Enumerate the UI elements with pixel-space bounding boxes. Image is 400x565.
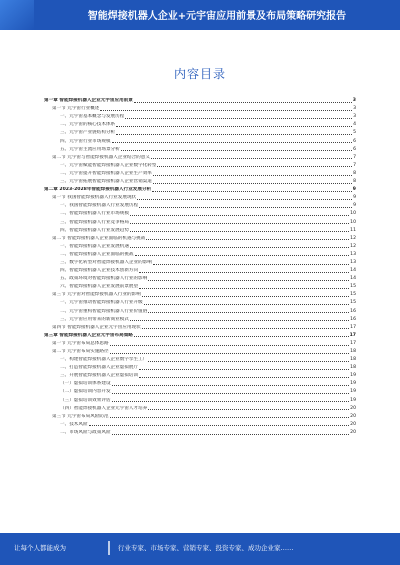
toc-entry-label: 一、我国智能焊接机器人行业发展历程 xyxy=(60,203,139,209)
footer-slogan: 让每个人都能成为 xyxy=(14,544,66,552)
toc-page-number: 18 xyxy=(350,365,356,371)
toc-entry-label: 二、智能焊接机器人行业市场规模 xyxy=(60,211,129,217)
toc-leader-dots xyxy=(146,239,349,240)
toc-entry[interactable] xyxy=(44,331,356,339)
report-title: 智能焊接机器人企业+元宇宙应用前景及布局策略研究报告 xyxy=(87,11,347,22)
toc-entry[interactable] xyxy=(44,104,356,112)
toc-page-number: 8 xyxy=(353,170,356,176)
toc-entry[interactable] xyxy=(44,323,356,331)
toc-entry-label: 五、政策环境对智能焊接机器人行业的影响 xyxy=(60,276,148,282)
toc-entry-label: 四、元宇宙行业市场规模 xyxy=(60,138,111,144)
toc-entry[interactable] xyxy=(44,128,356,136)
toc-entry-label: 第二节 元宇宙与智能焊接机器人企业结合的意义 xyxy=(52,154,150,160)
toc-page-number: 17 xyxy=(349,332,356,338)
toc-entry-label: 一、元宇宙推动智能焊接机器人行业升级 xyxy=(60,300,143,306)
toc-page-number: 11 xyxy=(350,227,356,233)
toc-leader-dots xyxy=(112,434,350,435)
toc-entry-label: 三、数字化转型对智能焊接机器人企业的影响 xyxy=(60,259,152,265)
toc-page-number: 18 xyxy=(350,357,356,363)
toc-heading: 内容目录 xyxy=(173,67,226,81)
toc-entry-label: 第一节 元宇宙行业概述 xyxy=(52,106,100,112)
toc-leader-dots xyxy=(116,134,352,135)
toc-entry[interactable] xyxy=(44,428,356,436)
footer-bar xyxy=(0,533,400,565)
toc-page-number: 19 xyxy=(350,389,356,395)
footer-divider xyxy=(108,541,110,555)
toc-page-number: 4 xyxy=(353,122,356,128)
toc-entry[interactable] xyxy=(44,226,356,234)
toc-leader-dots xyxy=(135,255,350,256)
toc-entry[interactable] xyxy=(44,209,356,217)
toc-leader-dots xyxy=(110,353,350,354)
toc-entry[interactable] xyxy=(44,347,356,355)
toc-page-number: 15 xyxy=(350,292,356,298)
toc-leader-dots xyxy=(112,142,353,143)
toc-page-number: 9 xyxy=(352,187,356,193)
toc-page-number: 7 xyxy=(353,154,356,160)
toc-entry-label: 二、打造智能焊接机器人企业虚拟展厅 xyxy=(60,365,139,371)
toc-leader-dots xyxy=(110,345,350,346)
toc-entry-label: 一、技术风险 xyxy=(60,421,88,427)
toc-leader-dots xyxy=(153,183,352,184)
toc-leader-dots xyxy=(148,409,349,410)
toc-entry-label: 第二节 智能焊接机器人企业面临的机遇与挑战 xyxy=(52,235,146,241)
toc-page-number: 6 xyxy=(353,146,356,152)
toc-page-number: 17 xyxy=(350,324,356,330)
toc-entry[interactable] xyxy=(44,363,356,371)
toc-leader-dots xyxy=(130,223,349,224)
toc-entry-label: 三、开展智能焊接机器人企业虚拟培训 xyxy=(60,373,139,379)
toc-leader-dots xyxy=(142,296,349,297)
toc-page-number: 5 xyxy=(353,130,356,136)
toc-page-number: 14 xyxy=(350,268,356,274)
toc-entry-label: （四）智能焊接机器人企业元宇宙人才培养 xyxy=(60,405,148,411)
toc-entry-label: 六、智能焊接机器人企业发展前景展望 xyxy=(60,284,139,290)
toc-entry-label: （一）虚拟培训体系建设 xyxy=(60,381,111,387)
toc-entry[interactable] xyxy=(44,185,356,193)
toc-entry-label: 四、智能焊接机器人企业技术创新方向 xyxy=(60,268,139,274)
toc-leader-dots xyxy=(134,102,352,103)
toc-leader-dots xyxy=(130,215,349,216)
toc-page-number: 19 xyxy=(350,373,356,379)
toc-page-number: 12 xyxy=(350,243,356,249)
toc-entry-label: 第二章 2023-2028年智能焊接机器人行业发展分析 xyxy=(44,187,152,193)
toc-entry[interactable] xyxy=(44,120,356,128)
toc-entry[interactable] xyxy=(44,153,356,161)
toc-page-number: 7 xyxy=(353,162,356,168)
toc-entry-label: 第四节 智能焊接机器人企业元宇宙应用现状 xyxy=(52,324,141,330)
toc-entry[interactable] xyxy=(44,96,356,104)
toc-entry-label: 二、智能焊接机器人企业面临的挑战 xyxy=(60,251,134,257)
toc-page-number: 8 xyxy=(353,179,356,185)
toc-entry-label: 三、元宇宙应用带来的新商业模式 xyxy=(60,316,129,322)
toc-entry[interactable] xyxy=(44,412,356,420)
toc-leader-dots xyxy=(112,385,350,386)
toc-leader-dots xyxy=(130,320,349,321)
toc-page-number: 3 xyxy=(352,98,356,104)
toc-entry-label: 第二节 元宇宙布局实施路径 xyxy=(52,349,109,354)
toc-entry[interactable] xyxy=(44,112,356,120)
toc-entry-label: 一、元宇宙赋能智能焊接机器人企业数字化转型 xyxy=(60,162,157,168)
toc-leader-dots xyxy=(139,377,349,378)
toc-page-number: 3 xyxy=(353,106,356,112)
toc-entry-label: 第一章 智能焊接机器人企业元宇宙应用前景 xyxy=(44,98,133,104)
toc-leader-dots xyxy=(148,312,349,313)
toc-leader-dots xyxy=(112,401,350,402)
toc-entry[interactable] xyxy=(44,420,356,428)
toc-leader-dots xyxy=(130,247,349,248)
toc-entry-label: 第一节 我国智能焊接机器人行业发展现状 xyxy=(52,195,137,201)
toc-entry-label: 一、智能焊接机器人企业发展机遇 xyxy=(60,243,129,249)
toc-entry-label: 五、元宇宙主流应用场景分析 xyxy=(60,146,120,152)
toc-entry[interactable] xyxy=(44,379,356,387)
toc-entry[interactable] xyxy=(44,177,356,185)
toc-page-number: 6 xyxy=(353,138,356,144)
toc-leader-dots xyxy=(130,231,349,232)
toc-leader-dots xyxy=(153,175,352,176)
toc-page-number: 9 xyxy=(353,203,356,209)
toc-entry[interactable] xyxy=(44,306,356,314)
toc-entry-label: 四、智能焊接机器人行业发展趋势 xyxy=(60,227,129,233)
toc-entry[interactable] xyxy=(44,145,356,153)
toc-leader-dots xyxy=(100,110,352,111)
toc-entry-label: 第一节 元宇宙布局总体思路 xyxy=(52,340,109,346)
toc-entry-label: （三）虚拟培训效果评估 xyxy=(60,397,111,403)
toc-entry-label: 第三节 元宇宙布局风险防范 xyxy=(52,413,109,419)
toc-leader-dots xyxy=(125,118,352,119)
toc-entry-label: 三、元宇宙产业链结构分析 xyxy=(60,130,116,136)
toc-page-number: 20 xyxy=(350,405,356,411)
footer-tagline: 行业专家、市场专家、营销专家、投资专家、成功企业家…… xyxy=(118,544,294,552)
toc-page-number: 10 xyxy=(350,211,356,217)
toc-entry[interactable] xyxy=(44,339,356,347)
toc-page-number: 13 xyxy=(350,251,356,257)
toc-leader-dots xyxy=(112,393,350,394)
toc-leader-dots xyxy=(144,304,349,305)
toc-entry[interactable] xyxy=(44,274,356,282)
toc-entry[interactable] xyxy=(44,242,356,250)
toc-leader-dots xyxy=(139,369,349,370)
toc-entry-label: 二、市场风险与政策风险 xyxy=(60,429,111,435)
toc-entry[interactable] xyxy=(44,395,356,403)
toc-entry[interactable] xyxy=(44,387,356,395)
toc-leader-dots xyxy=(121,150,352,151)
toc-page-number: 3 xyxy=(353,114,356,120)
toc-leader-dots xyxy=(139,288,349,289)
toc-entry[interactable] xyxy=(44,193,356,201)
toc-entry[interactable] xyxy=(44,355,356,363)
toc-entry-label: 第三节 元宇宙对智能焊接机器人行业的影响 xyxy=(52,292,141,298)
toc-leader-dots xyxy=(153,264,349,265)
header-bar xyxy=(0,0,400,30)
header-decoration xyxy=(0,0,34,30)
toc-leader-dots xyxy=(152,191,352,192)
toc-page-number: 9 xyxy=(353,195,356,201)
toc-leader-dots xyxy=(89,425,350,426)
toc-page-number: 19 xyxy=(350,397,356,403)
toc-leader-dots xyxy=(137,199,352,200)
toc-leader-dots xyxy=(148,361,349,362)
table-of-contents xyxy=(44,96,356,436)
toc-leader-dots xyxy=(151,158,352,159)
toc-page-number: 14 xyxy=(350,276,356,282)
toc-leader-dots xyxy=(148,280,349,281)
toc-page-number: 13 xyxy=(350,259,356,265)
toc-entry-label: 二、元宇宙提升智能焊接机器人企业生产效率 xyxy=(60,170,152,176)
toc-entry[interactable] xyxy=(44,290,356,298)
toc-page-number: 16 xyxy=(350,316,356,322)
toc-entry[interactable] xyxy=(44,250,356,258)
toc-entry[interactable] xyxy=(44,234,356,242)
toc-page-number: 12 xyxy=(350,235,356,241)
toc-entry[interactable] xyxy=(44,298,356,306)
toc-entry[interactable] xyxy=(44,315,356,323)
toc-entry-label: 第三章 智能焊接机器人企业元宇宙布局策略 xyxy=(44,332,133,338)
toc-page-number: 20 xyxy=(350,413,356,419)
toc-page-number: 15 xyxy=(350,284,356,290)
toc-page-number: 18 xyxy=(350,349,356,354)
toc-entry-label: 二、元宇宙重构智能焊接机器人行业价值链 xyxy=(60,308,148,314)
toc-entry[interactable] xyxy=(44,136,356,144)
toc-entry-label: 二、元宇宙的核心技术体系 xyxy=(60,122,116,128)
toc-leader-dots xyxy=(139,272,349,273)
toc-entry[interactable] xyxy=(44,404,356,412)
toc-entry-label: 一、元宇宙基本概念与发展历程 xyxy=(60,114,125,120)
toc-page-number: 10 xyxy=(350,219,356,225)
toc-entry[interactable] xyxy=(44,266,356,274)
toc-page-number: 20 xyxy=(350,421,356,427)
toc-entry-label: 一、构建智能焊接机器人企业数字孪生工厂 xyxy=(60,357,148,363)
toc-leader-dots xyxy=(142,328,349,329)
toc-entry-label: 三、智能焊接机器人行业竞争格局 xyxy=(60,219,129,225)
toc-leader-dots xyxy=(139,207,352,208)
toc-page-number: 19 xyxy=(350,381,356,387)
toc-entry[interactable] xyxy=(44,258,356,266)
toc-entry[interactable] xyxy=(44,217,356,225)
toc-entry[interactable] xyxy=(44,201,356,209)
toc-leader-dots xyxy=(134,336,349,337)
toc-page-number: 15 xyxy=(350,300,356,306)
toc-entry-label: （二）虚拟培训内容开发 xyxy=(60,389,111,395)
toc-page-number: 16 xyxy=(350,308,356,314)
toc-entry[interactable] xyxy=(44,169,356,177)
toc-entry[interactable] xyxy=(44,371,356,379)
toc-leader-dots xyxy=(110,417,350,418)
toc-entry-label: 三、元宇宙拓展智能焊接机器人企业营销渠道 xyxy=(60,179,152,185)
toc-page-number: 17 xyxy=(350,340,356,346)
toc-leader-dots xyxy=(116,126,352,127)
toc-entry[interactable] xyxy=(44,282,356,290)
toc-leader-dots xyxy=(157,166,352,167)
toc-page-number: 20 xyxy=(350,429,356,435)
toc-entry[interactable] xyxy=(44,161,356,169)
